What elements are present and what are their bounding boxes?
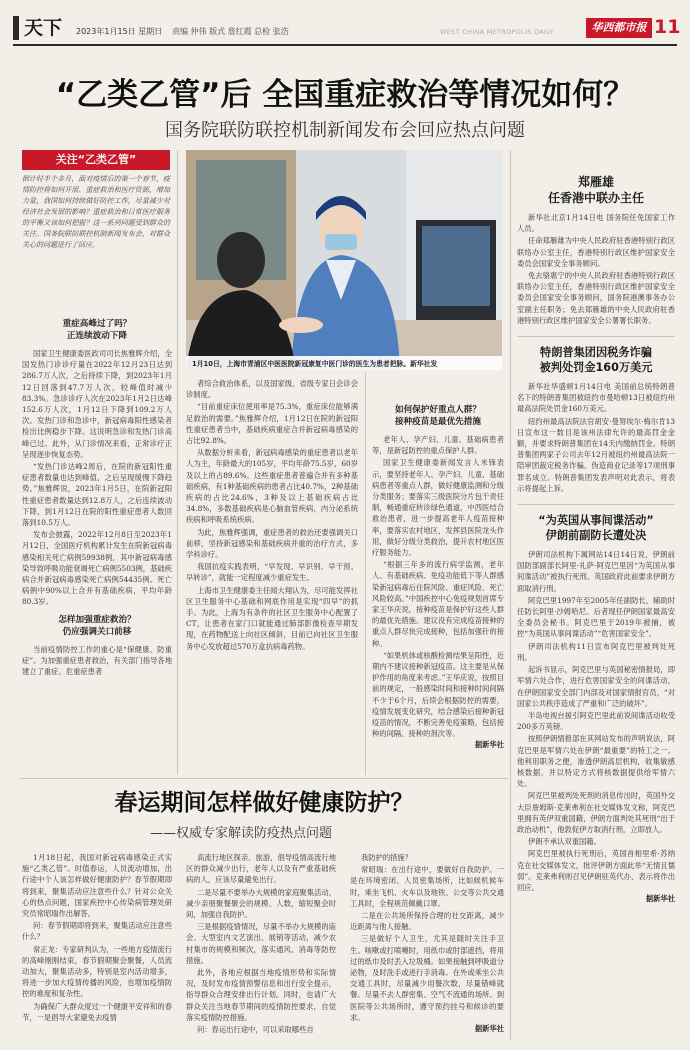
paragraph: 1月18日起，我国对新冠病毒感染正式实施“乙类乙管”。时值春运，人员流动增加，出行途中个人该怎样做好健康防护？春节假期即将到来，聚集活动应注意些什么？针对公众关心的热点问题，国家疾控中心传染病管理处研究员常昭瑞作出解答。: [22, 853, 172, 919]
column-3: [372, 404, 504, 750]
col2-body: [186, 378, 358, 652]
paragraph: 伊朗司法机构11日宣布阿克巴里被判处死刑。: [517, 641, 675, 662]
paragraph: 免去骆惠宁的中央人民政府驻香港特别行政区联络办公室主任，香港特别行政区维护国家安全委员会国家安全事务顾问，国务院港澳事务办公室副主任职务；免去郑雁雄的中央人民政府驻香港特别行政区维护国家安全公署署长职务。: [517, 271, 675, 325]
paragraph: 为此，焦雅辉强调，重症患者的救治还要强调关口前移，坚持新冠感染和基础疾病并重的治疗方式，多学科诊疗。: [186, 527, 358, 560]
paragraph: 按照伊朗情报部在其网站发布的声明说法，阿克巴里是军情六处在伊朗“最重要”的特工之一。他利用职务之便，渗透伊朗高层机构，收集敏感核数据，并以特定方式将核数据提供给军情六处。: [517, 734, 675, 789]
paragraph: 阿克巴里被执行死刑后，英国首相里希·苏纳克在社交媒体发文，批评伊朗方面此举“无情且懦弱”。克莱弗利则召见伊朗驻英代办，表示将作出回应。: [517, 849, 675, 892]
paragraph: 新华社北京1月14日电 国务院任免国家工作人员。: [517, 213, 675, 234]
editors: 责编 仲伟 版式 詹红霞 总检 张浩: [172, 27, 289, 36]
paragraph: 老年人、孕产妇、儿童、基础病患者等，是新冠防控的重点保护人群。: [372, 435, 504, 456]
iran-execution-body: [517, 549, 675, 893]
col1-body-2: [22, 644, 172, 678]
paragraph: 新华社华盛顿1月14日电 美国前总统特朗普名下的特朗普集团被纽约市曼哈顿13日被纽约州最高法院处罚金160万美元。: [517, 382, 675, 414]
paragraph: 阿克巴里1997年至2005年任副防长，辅助时任防长阿里·沙姆哈尼。后者现任伊朗国家最高安全委员会秘书。阿克巴里于2019年被捕，被控“为英国从事间谍活动”“危害国家安全”。: [517, 595, 675, 639]
headline-iran-execution: “为英国从事间谍活动” 伊朗前副防长遭处决: [538, 514, 654, 543]
column-1: [22, 318, 172, 678]
paragraph: 发布会披露，2022年12月8日至2023年1月12日，全国医疗机构累计发生在院新冠病毒感染相关死亡病例59938例，其中新冠病毒感染导致呼吸功能衰竭死亡病例5503例，基础疾病合并新冠病毒感染死亡病例54435例。死亡病例中90%以上合并有基础疾病，平均年龄80.3岁。: [22, 530, 172, 607]
column-divider: [510, 150, 511, 1040]
paragraph: 纽约州最高法院法官胡安·曼努埃尔·梅尔肯13日宣布这一数目是该州法律允许的最高罚金金额，并要求特朗普集团在14天内缴纳罚金。特朗普集团两家子公司去年12月被纽约州最高法院一陪审团裁定税务诈骗、伪造商业记录等17项刑事罪名成立。特朗普集团发表声明对此表示，将表示将提起上诉。: [517, 416, 675, 493]
paragraph: 三是做好个人卫生，尤其是随时关注手卫生。咳嗽或打喷嚏时，用纸巾或肘部遮挡，将用过的纸巾及时丢入垃圾桶。如果接触到呼吸道分泌物，及时洗手或进行手消毒。在外或乘坐公共交通工具时，尽量减少用餐次数，尽量错峰就餐。尽量不去人群密集、空气不流通的场所。到医院等公共场所时，遵守预约挂号和候诊的要求。: [350, 934, 504, 1022]
issue-date: 2023年1月15日 星期日: [76, 27, 163, 36]
trump-fine-body: [517, 381, 675, 494]
paragraph: 常昭瑞：在出行途中，要做好自我防护。一是在环境密闭、人员密集场所，比如候机候车时，乘坐飞机、火车以及地铁、公交等公共交通工具时，全程规范佩戴口罩。: [350, 865, 504, 908]
spring-col-a: [22, 852, 172, 1024]
source-credit: 据新华社: [474, 1024, 504, 1034]
main-subtitle: 国务院联防联控机制新闻发布会回应热点问题: [165, 120, 525, 141]
paragraph: 国家卫生健康委医政司司长焦雅辉介绍，全国发热门诊诊疗量在2022年12月23日达到286.7万人次，之后持续下降，到2023年1月12日回落到47.7万人次，较峰值时减少83.3%。急诊诊疗人次在2023年1月2日达峰152.6万人次，1月12日下降到109.2万人次。发热门诊和急诊中，新冠病毒阳性感染者检出比例稳步下降。这说明急诊和发热门诊高峰已过。此外，从门诊情况来看，正常诊疗正呈现逐步恢复态势。: [22, 349, 172, 459]
subheading-vaccine: 如何保护好重点人群？ 接种疫苗是最优先措施: [395, 405, 481, 427]
paragraph: 问：春节假期即将到来，聚集活动应注意些什么？: [22, 921, 172, 942]
paragraph: “目前重症床位使用率是75.3%，重症床位能够满足救治的需要。”焦雅辉介绍，1月12日在院的新冠阳性重症患者当中，基础疾病重症合并新冠病毒感染的占比92.8%。: [186, 402, 358, 446]
paragraph: 此外，各地应根据当地疫情形势和实际情况，及时发布疫情预警信息和出行安全提示，指导群众合理安排出行计划。同时，也请广大群众关注当地春节期间的疫情防控要求，自觉落实疫情防控措施。: [186, 968, 336, 1022]
paragraph: 问：春运出行途中，可以采取哪些自: [196, 1025, 314, 1035]
paragraph: 半岛电视台援引阿克巴里此前说间谍活动收受200多万英镑。: [517, 710, 675, 732]
paragraph: 高流行地区探亲、旅游，倡导疫情高流行地区的群众减少出行，老年人以及有严重基础疾病的人，应该尽量避免出行。: [186, 853, 336, 885]
source-credit: 据新华社: [474, 740, 504, 750]
photo-caption: 1月10日，上海市青浦区中医医院新冠康复中医门诊的医生为患者把脉。新华社发: [192, 360, 438, 368]
hk-office-body: [517, 212, 675, 326]
topic-tag: [22, 150, 170, 170]
main-title: “乙类乙管”后 全国重症救治等情况如何？: [55, 77, 635, 113]
paragraph: 从数据分析来看，新冠病毒感染的重症患者以老年人为主，年龄最大的105岁，平均年龄75.5岁，60岁及以上的占89.6%。这些重症患者普遍合并有多种基础疾病，有1种基础疾病的患者占比40.7%，2种基础疾病的占比24.6%，3种及以上基础疾病占比34.8%，多数基础疾病是心脑血管疾病，内分泌系统疾病和呼吸系统疾病。: [186, 448, 358, 525]
paragraph: 上海市卫生健康委主任闻大翔认为，尽可能发挥社区卫生服务中心基础和网底作用是实现“四早”的抓手。为此，上海为有条件的社区卫生服务中心配置了CT，让患者在家门口就能通过肺部影像检查早期发现，在药物配送上向社区倾斜，目前已向社区卫生服务中心发放超过570万盒抗病毒药物。: [186, 585, 358, 651]
paper-logo: [586, 18, 652, 38]
headline-trump-fine: 特朗普集团因税务诈骗 被判处罚金160万美元: [539, 346, 653, 375]
source-credit: 据新华社: [645, 894, 675, 904]
column-divider: [177, 150, 178, 775]
paragraph: 二是在公共场所保持合理的社交距离，减少近距离与他人接触。: [350, 911, 504, 932]
left-header-rule: [13, 16, 19, 40]
paragraph: “根据三年多的流行病学监测，老年人、有基础疾病、免疫功能低下等人群感染新冠病毒后住院风险、重症风险、死亡风险较高。”中国疾控中心免疫规划首席专家王华庆说，接种疫苗是保护好这些人群的最优先措施。建议没有完成疫苗接种的重点人群尽快完成接种，包括加强针的接种。: [372, 560, 504, 648]
page-number: 11: [654, 16, 681, 38]
col3-body: [372, 434, 504, 739]
paragraph: 阿克巴里被判处死刑的消息传出时，英国外交大臣詹姆斯·克莱弗利在社交媒体发文称，阿克巴里拥有英伊双重国籍，伊朗方面判处其死刑“出于政治动机”，他敦促伊方取消行刑，立即放人。: [517, 791, 675, 834]
paragraph: “发热门诊达峰2周后，在院的新冠阳性重症患者数量也达到峰值，之后呈现缓慢下降趋势。”焦雅辉说，2023年1月5日，在院新冠阳性重症患者数量达到12.8万人，之后连续波动下降，到1月12日在院的阳性重症患者人数回落到10.5万人。: [22, 462, 172, 528]
paragraph: “如果机体或核酸检测结果呈阳性，近期内不建议接种新冠疫苗。这主要是从保护作用的角度来考虑。”王华庆说，按照目前的规定，一般感染时间和接种时间间隔不少于6个月，后续会根据防控的需要，疫情发展变化研究，结合感染后接种新冠疫苗的情况，不断完善免疫策略，包括接种的间隔、接种的剂次等。: [372, 650, 504, 739]
paragraph: 伊朗不承认双重国籍。: [527, 837, 601, 847]
header-rule: [13, 44, 677, 46]
right-column: [517, 150, 675, 904]
paper-name: 华西都市报: [591, 21, 647, 34]
paragraph: 当前疫情防控工作的重心是“保健康、防重症”。为加强重症患者救治，有关部门指导各地建立了重症、危重症患者: [22, 644, 172, 677]
paragraph: 任命郑雁雄为中央人民政府驻香港特别行政区联络办公室主任，香港特别行政区维护国家安全委员会国家安全事务顾问。: [517, 236, 675, 268]
subheading-icu: 怎样加强重症救治？ 仍应强调关口前移: [58, 614, 136, 637]
right-divider: [517, 504, 675, 505]
topic-tag-label: 关注“乙类乙管”: [55, 153, 137, 166]
paper-english: WEST CHINA METROPOLIS DAILY: [440, 28, 554, 36]
paragraph: 三是根据疫情情况，尽量不举办大规模的庙会、大型室内文艺演出、展销等活动，减少农村集市的规模和频次，落实通风、消毒等防控措施。: [186, 922, 336, 965]
header-bar: [0, 0, 690, 48]
col1-body: [22, 348, 172, 608]
spring-travel-title: 春运期间怎样做好健康防护？: [114, 790, 414, 816]
paragraph: 为确保广大群众度过一个健康平安祥和的春节，一是倡导大家避免去疫情: [22, 1001, 172, 1022]
paragraph: 我国抗疫实践表明，“早发现、早识别、早干预、早转诊”，就能一定程度减少重症发生。: [186, 562, 358, 583]
paragraph: 二是尽量不要举办大规模的家庭聚集活动，减少亲朋聚餐聚会的规模、人数，缩短聚会时间，加强自我防护。: [186, 887, 336, 920]
doctor-consultation-photo: [186, 150, 502, 370]
column-divider: [365, 372, 366, 775]
column-2: [186, 378, 358, 653]
section-divider: [20, 778, 508, 779]
paragraph: 者综合救治体系，以及国家级、省级专家日会诊会诊制度。: [186, 379, 358, 400]
news-photo: [186, 150, 502, 370]
topic-intro: 倒计时半个多月，面对疫情后的第一个春节，疫情防控将如何开展、重症救治和医疗资源，增加力量，我国如何持续做好防控工作，尽量减少对经济社会发展的影响？重症救治和日常医疗服务的平衡又该如何把握？这一系列问题受到群众的关注。国务院联防联控机制新闻发布会，对群众关心的问题进行了回应。: [22, 175, 170, 249]
right-divider: [517, 336, 675, 337]
headline-hk-office: 郑雁雄 任香港中联办主任: [547, 175, 644, 205]
paragraph: 我防护的措施？: [360, 853, 413, 862]
subheading-peak: 重症高峰过了吗？ 正连续波动下降: [62, 319, 132, 341]
spring-travel-subtitle: ——权威专家解读防疫热点问题: [150, 826, 333, 841]
paragraph: 起诉书显示，阿克巴里与英国秘密情报局，即军情六处合作，进行危害国家安全的间谍活动，在伊朗国家安全部门内部及对国家情报官员，“对国家公共秩序造成了严重和广泛的破坏”。: [517, 665, 675, 708]
paragraph: 国家卫生健康委新闻发言人米锋表示，要坚持老年人、孕产妇、儿童、基础病患者等重点人群，做好健康监测和分级分类服务；要落实三级医院分片包干责任制，畅通重症转诊绿色通道，中西医结合救治患者，进一步提高老年人疫苗接种率，要落实农村地区，发挥县医院龙头作用，做好分级分类救治，提升农村地区医疗服务能力。: [372, 458, 504, 558]
section-name: 天下: [24, 17, 63, 39]
spring-col-c: [350, 852, 504, 1034]
spring-col-b: [186, 852, 336, 1036]
paragraph: 常正龙：专家研判认为，一些地方疫情流行的高峰刚刚结束，春节假期聚会聚餐，人员流动加大，聚集活动多，特别是室内活动增多，将进一步加大疫情传播的风险，也增加疫情防控的难度和复杂性。: [22, 944, 172, 999]
paragraph: 伊朗司法机构下属网站14日14日说，伊朗前国防部副部长阿里·礼萨·阿克巴里因“为英国从事间谍活动”被执行死刑。英国政府此前要求伊朗方面取消行刑。: [517, 550, 675, 593]
